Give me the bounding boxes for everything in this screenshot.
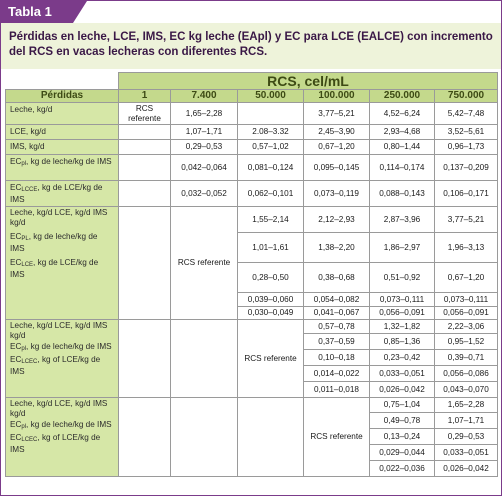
losses-table <box>5 72 498 477</box>
row-label-group-4: Leche, kg/d LCE, kg/d IMS kg/d $EC_{pl}$, kg de leche/kg de IMS $EC_{LCEC}$, kg of LCE/kg de IMS <box>6 398 119 477</box>
table-cell: 0,96–1,73 <box>435 140 498 155</box>
table-cell: 0,39–0,71 <box>435 350 498 366</box>
table-cell: 1,65–2,28 <box>171 103 238 125</box>
col-header-1: 1 <box>119 90 171 103</box>
table-cell: 0,029–0,044 <box>370 445 435 461</box>
table-cell: 0,106–0,171 <box>435 181 498 207</box>
table-caption: Pérdidas en leche, LCE, IMS, EC kg leche (EApl) y EC para LCE (EALCE) con incremento del RCS en vacas lecheras con diferentes RCS. <box>1 23 501 69</box>
table-cell: 2.08–3.32 <box>238 125 304 140</box>
table-cell: 0,073–0,111 <box>370 293 435 307</box>
table-cell <box>171 398 238 477</box>
table-cell: 1,96–3,13 <box>435 233 498 263</box>
table-cell <box>238 103 304 125</box>
table-cell: 0,51–0,92 <box>370 263 435 293</box>
table-cell: 1,07–1,71 <box>435 413 498 429</box>
table-cell: 0,088–0,143 <box>370 181 435 207</box>
table-cell: 0,49–0,78 <box>370 413 435 429</box>
table-cell <box>119 125 171 140</box>
table-cell: 2,22–3,06 <box>435 320 498 334</box>
table-cell: 0,026–0,042 <box>370 382 435 398</box>
header-spacer <box>6 73 119 90</box>
row-label-ecpl: $EC_{pl}$, kg de leche/kg de IMS <box>6 155 119 181</box>
table-cell: 2,93–4,68 <box>370 125 435 140</box>
row-label-eclce: $EC_{LCCE}$, kg de LCE/kg de IMS <box>6 181 119 207</box>
col-header-50000: 50.000 <box>238 90 304 103</box>
table-row <box>6 103 498 125</box>
table-cell: 2,45–3,90 <box>304 125 370 140</box>
table-cell: 0,095–0,145 <box>304 155 370 181</box>
table-cell: 1,32–1,82 <box>370 320 435 334</box>
table-cell: 3,77–5,21 <box>304 103 370 125</box>
table-row <box>6 181 498 207</box>
table-cell: 0,033–0,051 <box>370 366 435 382</box>
col-header-250000: 250.000 <box>370 90 435 103</box>
table-cell: 1,38–2,20 <box>304 233 370 263</box>
table-tab: Tabla 1 <box>1 1 73 23</box>
table-cell: 0,030–0,049 <box>238 307 304 320</box>
table-cell: 0,073–0,119 <box>304 181 370 207</box>
row-label-leche: Leche, kg/d <box>6 103 119 125</box>
table-cell: 0,67–1,20 <box>304 140 370 155</box>
table-cell: 0,29–0,53 <box>171 140 238 155</box>
row-label-ims: IMS, kg/d <box>6 140 119 155</box>
table-cell: 0,75–1,04 <box>370 398 435 413</box>
table-cell: 4,52–6,24 <box>370 103 435 125</box>
table-cell <box>171 320 238 398</box>
table-cell: 0,57–1,02 <box>238 140 304 155</box>
table-cell: 3,52–5,61 <box>435 125 498 140</box>
table-cell: 2,87–3,96 <box>370 207 435 233</box>
table-cell: 1,07–1,71 <box>171 125 238 140</box>
table-cell: 3,77–5,21 <box>435 207 498 233</box>
table-cell: 0,23–0,42 <box>370 350 435 366</box>
table-cell: 0,081–0,124 <box>238 155 304 181</box>
table-cell: 1,86–2,97 <box>370 233 435 263</box>
table-cell: 0,80–1,44 <box>370 140 435 155</box>
table-row <box>6 398 498 413</box>
table-cell: 5,42–7,48 <box>435 103 498 125</box>
ref-cell: RCS referente <box>304 398 370 477</box>
table-cell: 0,011–0,018 <box>304 382 370 398</box>
table-cell: 0,062–0,101 <box>238 181 304 207</box>
col-header-losses: Pérdidas <box>6 90 119 103</box>
table-cell: 0,38–0,68 <box>304 263 370 293</box>
table-cell <box>238 398 304 477</box>
table-cell: 0,57–0,78 <box>304 320 370 334</box>
table-cell: 0,114–0,174 <box>370 155 435 181</box>
col-header-7400: 7.400 <box>171 90 238 103</box>
table-cell: 0,041–0,067 <box>304 307 370 320</box>
table-row <box>6 155 498 181</box>
row-label-group-2: Leche, kg/d LCE, kg/d IMS kg/d $EC_{PL}$, kg de leche/kg de IMS $EC_{LCE}$, kg de LCE/kg de IMS <box>6 207 119 320</box>
table-cell: 0,37–0,59 <box>304 334 370 350</box>
table-cell: 1,55–2,14 <box>238 207 304 233</box>
table-cell <box>119 207 171 320</box>
ref-cell: RCS referente <box>238 320 304 398</box>
rcs-header: RCS, cel/mL <box>119 73 498 90</box>
col-header-750000: 750.000 <box>435 90 498 103</box>
table-cell: 0,056–0,091 <box>370 307 435 320</box>
table-cell: 0,28–0,50 <box>238 263 304 293</box>
table-cell: 0,85–1,36 <box>370 334 435 350</box>
table-cell: 0,014–0,022 <box>304 366 370 382</box>
table-cell: 0,043–0,070 <box>435 382 498 398</box>
losses-table-wrapper <box>5 72 498 477</box>
col-header-100000: 100.000 <box>304 90 370 103</box>
row-label-group-3: Leche, kg/d LCE, kg/d IMS kg/d $EC_{pl}$, kg de leche/kg de IMS $EC_{LCEC}$, kg of LCE/kg de IMS <box>6 320 119 398</box>
table-cell: 0,073–0,111 <box>435 293 498 307</box>
table-cell: 0,033–0,051 <box>435 445 498 461</box>
table-cell: 0,13–0,24 <box>370 429 435 445</box>
ref-cell: RCS referente <box>171 207 238 320</box>
table-row <box>6 140 498 155</box>
table-cell <box>119 398 171 477</box>
table-cell: 0,054–0,082 <box>304 293 370 307</box>
table-cell: 0,137–0,209 <box>435 155 498 181</box>
table-cell: 0,056–0,086 <box>435 366 498 382</box>
table-row <box>6 320 498 334</box>
table-row <box>6 125 498 140</box>
table-tab-corner <box>73 1 87 23</box>
table-cell: 0,042–0,064 <box>171 155 238 181</box>
table-cell: 0,039–0,060 <box>238 293 304 307</box>
table-cell <box>119 320 171 398</box>
row-label-lce: LCE, kg/d <box>6 125 119 140</box>
table-cell: 0,056–0,091 <box>435 307 498 320</box>
table-cell <box>119 140 171 155</box>
table-cell: 0,022–0,036 <box>370 461 435 477</box>
table-cell: 2,12–2,93 <box>304 207 370 233</box>
table-cell: 0,95–1,52 <box>435 334 498 350</box>
table-row <box>6 207 498 233</box>
table-cell: 0,67–1,20 <box>435 263 498 293</box>
ref-cell: RCS referente <box>119 103 171 125</box>
table-cell: 0,026–0,042 <box>435 461 498 477</box>
table-cell: 1,01–1,61 <box>238 233 304 263</box>
table-cell: 1,65–2,28 <box>435 398 498 413</box>
table-cell: 0,29–0,53 <box>435 429 498 445</box>
table-cell: 0,032–0,052 <box>171 181 238 207</box>
table-cell: 0,10–0,18 <box>304 350 370 366</box>
table-cell <box>119 181 171 207</box>
table-cell <box>119 155 171 181</box>
